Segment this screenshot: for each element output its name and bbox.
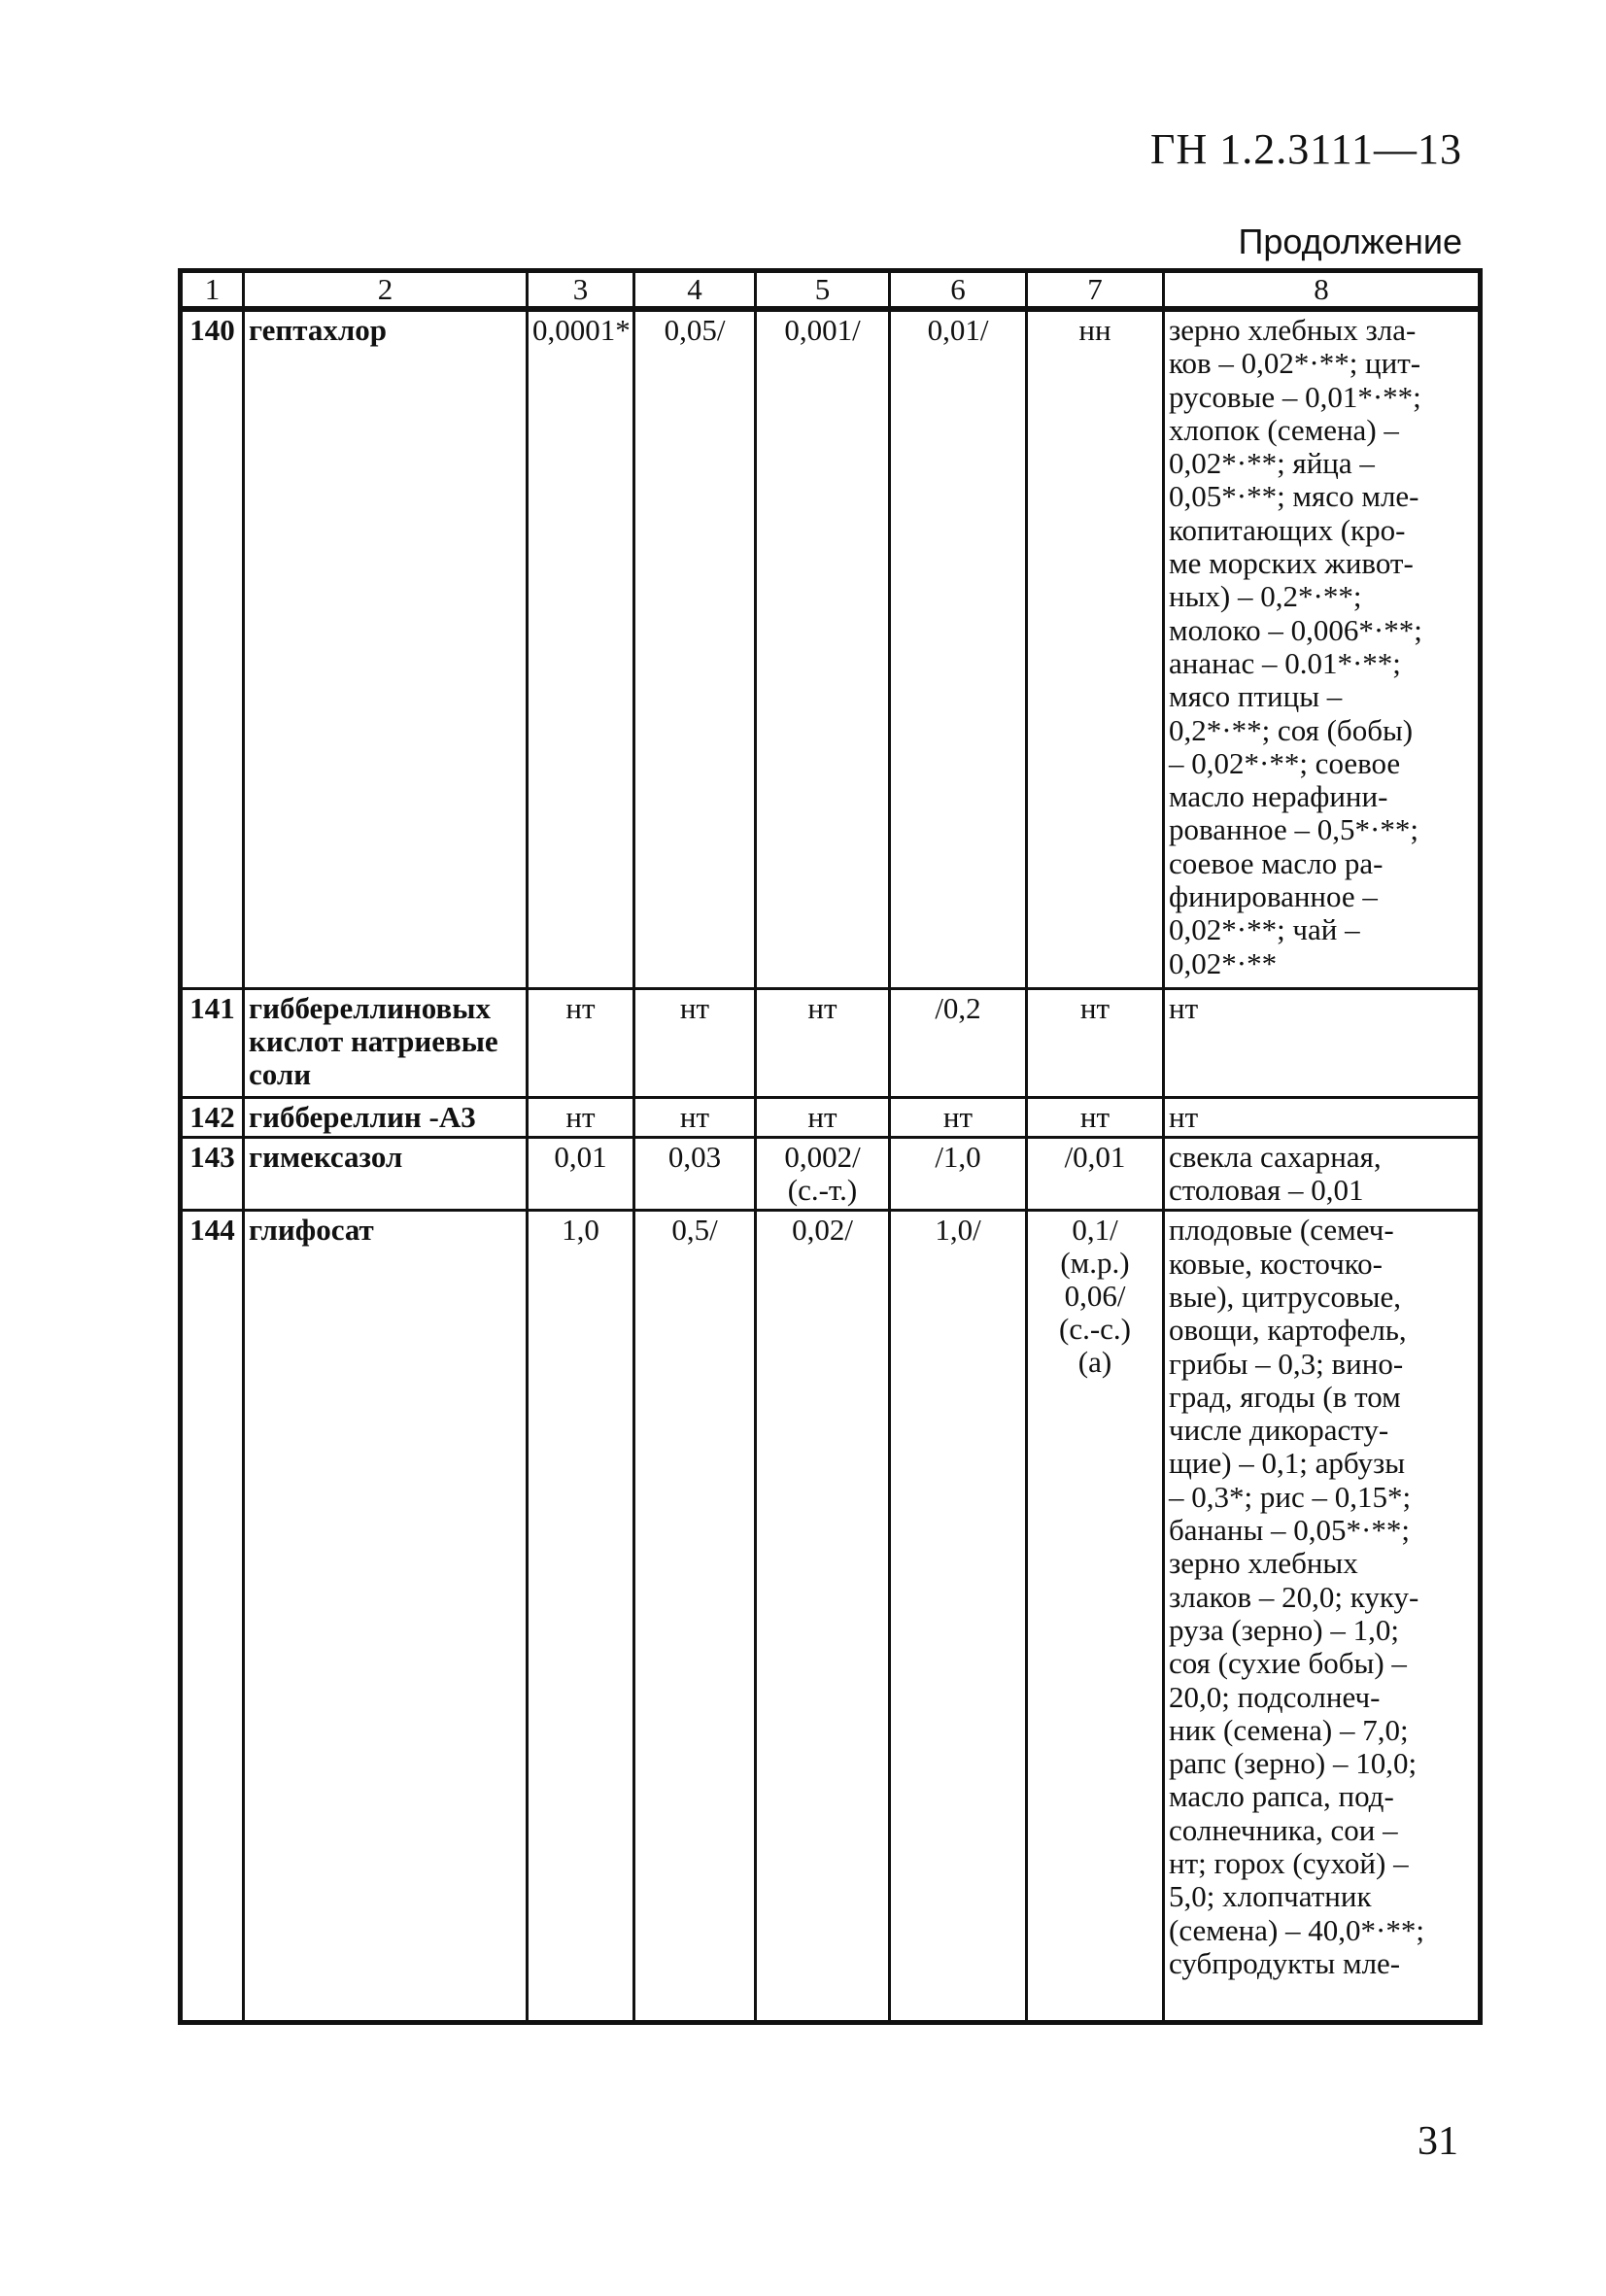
notes-cell: нт: [1164, 1097, 1481, 1137]
value-cell: 0,05/: [634, 309, 756, 988]
column-header: 8: [1164, 271, 1481, 310]
row-number: 143: [181, 1137, 244, 1211]
substance-name: гимексазол: [244, 1137, 528, 1211]
value-cell: нн: [1027, 309, 1164, 988]
value-cell: 1,0: [528, 1211, 634, 2023]
substance-name: гептахлор: [244, 309, 528, 988]
value-cell: 0,01/: [890, 309, 1027, 988]
notes-cell: плодовые (семеч- ковые, косточко- вые), цитрусовые, овощи, картофель, грибы – 0,3; вино- град, ягоды (в том числе дикорасту- щие) – 0,1; арбузы – 0,3*; рис – 0,15*; бананы – 0,05*·**; зерно хлебных злаков – 20,0; куку- руза (зерно) – 1,0; соя (сухие бобы) – 20,0; подсолнеч- ник (семена) – 7,0; рапс (зерно) – 10,0; масло рапса, под- солнечника, сои – нт; горох (сухой) – 5,0; хлопчатник (семена) – 40,0*·**; субпродукты мле-: [1164, 1211, 1481, 2023]
value-cell: нт: [756, 988, 890, 1097]
column-header: 2: [244, 271, 528, 310]
norms-table: [178, 268, 1483, 2025]
value-cell: 0,001/: [756, 309, 890, 988]
value-cell: нт: [1027, 1097, 1164, 1137]
row-number: 144: [181, 1211, 244, 2023]
value-cell: 0,03: [634, 1137, 756, 1211]
value-cell: 0,1/ (м.р.) 0,06/ (с.-с.) (а): [1027, 1211, 1164, 2023]
value-cell: 0,5/: [634, 1211, 756, 2023]
column-header: 7: [1027, 271, 1164, 310]
notes-cell: зерно хлебных зла- ков – 0,02*·**; цит- русовые – 0,01*·**; хлопок (семена) – 0,02*·**; яйца – 0,05*·**; мясо мле- копитающих (кро- ме морских живот- ных) – 0,2*·**; молоко – 0,006*·**; ананас – 0.01*·**; мясо птицы – 0,2*·**; соя (бобы) – 0,02*·**; соевое масло нерафини- рованное – 0,5*·**; соевое масло ра- финированное – 0,02*·**; чай – 0,02*·**: [1164, 309, 1481, 988]
table-row: [181, 1097, 1481, 1137]
notes-cell: нт: [1164, 988, 1481, 1097]
column-header: 4: [634, 271, 756, 310]
substance-name: гиббереллиновых кислот натриевые соли: [244, 988, 528, 1097]
column-header: 6: [890, 271, 1027, 310]
value-cell: нт: [634, 988, 756, 1097]
value-cell: /0,01: [1027, 1137, 1164, 1211]
value-cell: 0,02/: [756, 1211, 890, 2023]
page-number: 31: [1418, 2119, 1458, 2164]
value-cell: /0,2: [890, 988, 1027, 1097]
table-row: [181, 1137, 1481, 1211]
row-number: 140: [181, 309, 244, 988]
table-row: [181, 309, 1481, 988]
value-cell: нт: [634, 1097, 756, 1137]
continuation-label: Продолжение: [1238, 222, 1462, 261]
value-cell: нт: [756, 1097, 890, 1137]
value-cell: 0,002/ (с.-т.): [756, 1137, 890, 1211]
notes-cell: свекла сахарная, столовая – 0,01: [1164, 1137, 1481, 1211]
document-code: ГН 1.2.3111—13: [1150, 125, 1462, 173]
substance-name: гиббереллин -А3: [244, 1097, 528, 1137]
value-cell: /1,0: [890, 1137, 1027, 1211]
table-row: [181, 1211, 1481, 2023]
value-cell: 1,0/: [890, 1211, 1027, 2023]
column-header: 1: [181, 271, 244, 310]
value-cell: нт: [528, 988, 634, 1097]
table-row: [181, 988, 1481, 1097]
table-header-row: [181, 271, 1481, 310]
value-cell: нт: [890, 1097, 1027, 1137]
row-number: 142: [181, 1097, 244, 1137]
column-header: 5: [756, 271, 890, 310]
column-header: 3: [528, 271, 634, 310]
value-cell: нт: [1027, 988, 1164, 1097]
row-number: 141: [181, 988, 244, 1097]
value-cell: 0,0001*: [528, 309, 634, 988]
value-cell: 0,01: [528, 1137, 634, 1211]
value-cell: нт: [528, 1097, 634, 1137]
substance-name: глифосат: [244, 1211, 528, 2023]
